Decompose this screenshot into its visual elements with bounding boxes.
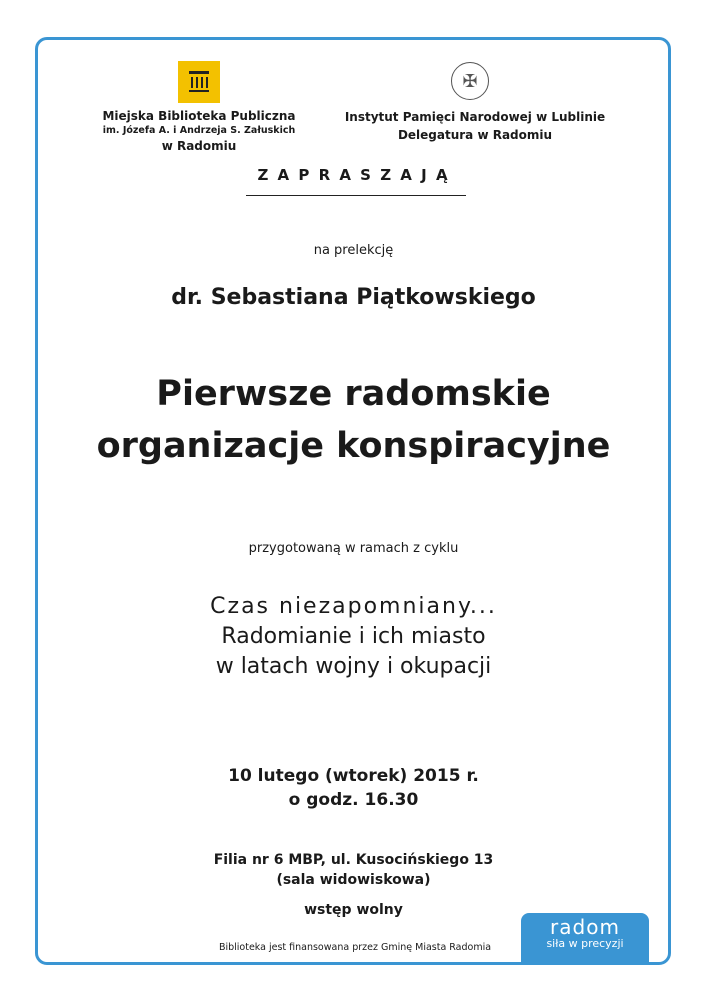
series-line3: w latach wojny i okupacji	[215, 654, 492, 679]
series-line2: Radomianie i ich miasto	[221, 624, 486, 649]
series-title	[0, 592, 707, 682]
divider	[246, 195, 466, 196]
library-name-line2: im. Józefa A. i Andrzeja S. Załuskich	[102, 125, 296, 136]
lecture-title-line1: Pierwsze radomskie	[156, 374, 551, 414]
series-intro: przygotowaną w ramach z cyklu	[248, 541, 459, 556]
lecture-intro: na prelekcję	[313, 243, 394, 258]
time-line: o godz. 16.30	[288, 790, 419, 810]
library-logo	[178, 61, 220, 103]
funding-note: Biblioteka jest finansowana przez Gminę Miasta Radomia	[218, 942, 492, 953]
lecture-title	[0, 368, 707, 472]
event-date	[0, 764, 707, 812]
library-name-line1: Miejska Biblioteka Publiczna	[102, 109, 296, 123]
speaker-name: dr. Sebastiana Piątkowskiego	[171, 285, 536, 310]
venue-line2: (sala widowiskowa)	[276, 872, 431, 888]
radom-logo	[521, 913, 649, 965]
venue-line1: Filia nr 6 MBP, ul. Kusocińskiego 13	[213, 852, 494, 868]
library-name-line3: w Radomiu	[161, 139, 237, 153]
invite-heading: Z A P R A S Z A J Ą	[257, 166, 450, 184]
lecture-title-line2: organizacje konspiracyjne	[96, 426, 611, 466]
ipn-name-line1: Instytut Pamięci Narodowej w Lublinie	[344, 110, 606, 124]
venue	[0, 850, 707, 890]
date-line: 10 lutego (wtorek) 2015 r.	[228, 766, 479, 786]
ipn-eagle-seal-icon: ✠	[451, 62, 489, 100]
library-name	[90, 108, 308, 154]
series-line1: Czas niezapomniany...	[210, 594, 497, 619]
ipn-name-line2: Delegatura w Radomiu	[397, 128, 553, 142]
entry-info: wstęp wolny	[304, 902, 403, 918]
ipn-name	[330, 108, 620, 144]
radom-logo-tagline: siła w precyzji	[546, 937, 624, 950]
radom-logo-name: radom	[550, 915, 620, 939]
